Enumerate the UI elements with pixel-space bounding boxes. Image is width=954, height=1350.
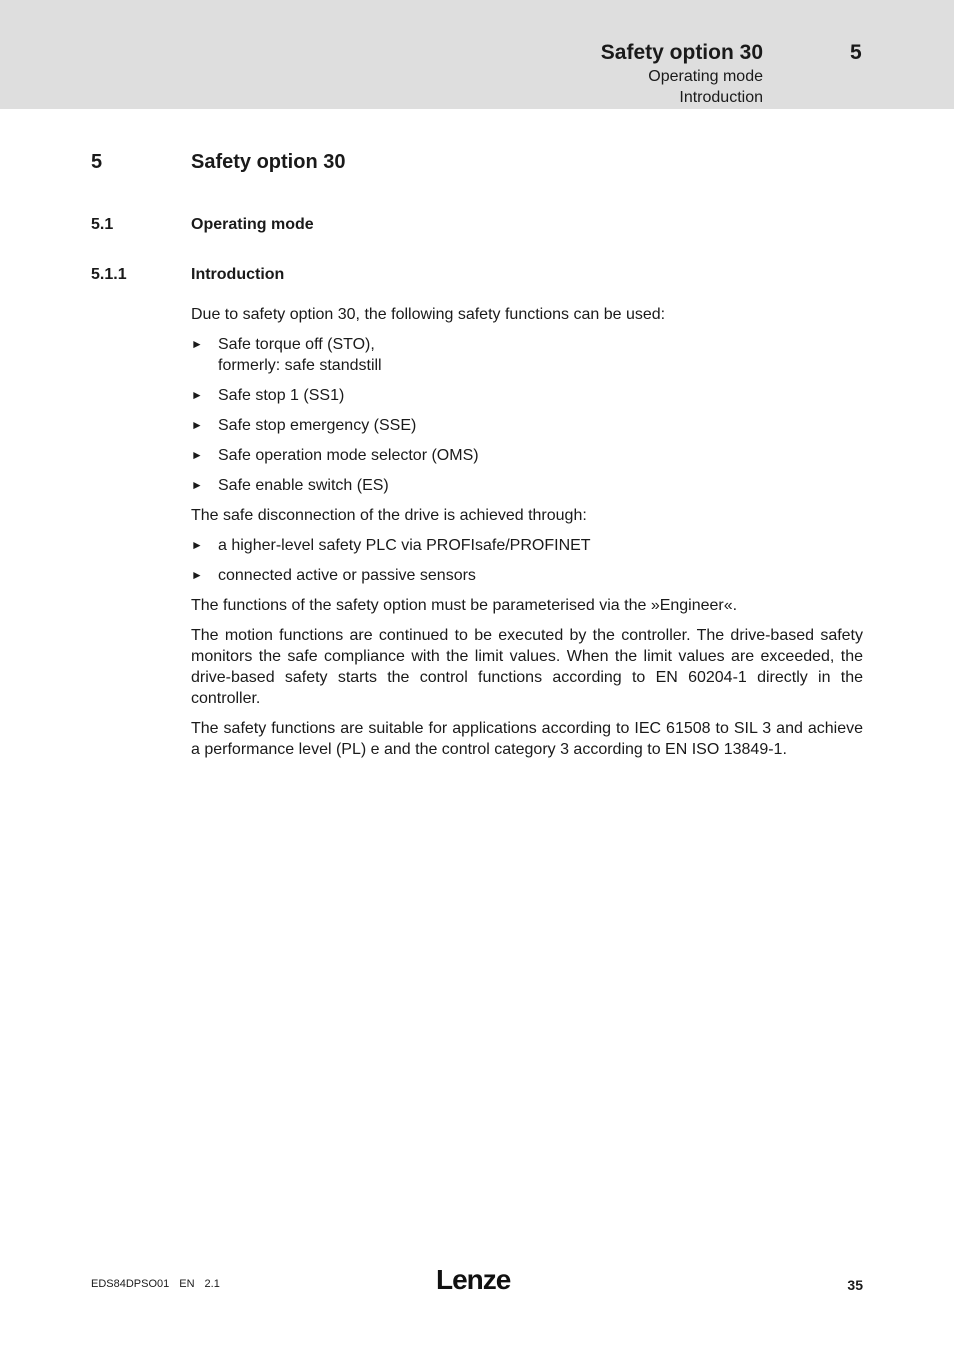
- footer-document-info: [91, 1278, 230, 1290]
- subsection-number: 5.1.1: [91, 266, 127, 283]
- suitability-paragraph: The safety functions are suitable for applications according to IEC 61508 to SIL 3 and achieve a performance level (PL) e and the control category 3 according to EN ISO 13849-1.: [191, 720, 863, 758]
- list-item: ► a higher-level safety PLC via PROFIsafe/PROFINET: [191, 537, 591, 554]
- lenze-logo: Lenze: [436, 1264, 511, 1295]
- list-item: ► Safe stop 1 (SS1): [191, 387, 345, 404]
- safety-functions-list: [191, 334, 863, 496]
- right-triangle-bullet-icon: ►: [191, 568, 203, 582]
- subsection-title: Introduction: [191, 266, 285, 283]
- list-item: ► connected active or passive sensors: [191, 567, 476, 584]
- right-triangle-bullet-icon: ►: [191, 337, 203, 351]
- intro-paragraph: Due to safety option 30, the following safety functions can be used:: [191, 306, 666, 323]
- doc-id: EDS84DPSO01: [91, 1278, 170, 1290]
- right-triangle-bullet-icon: ►: [191, 388, 203, 402]
- running-header-section: Operating mode: [648, 68, 763, 85]
- list-item: ► Safe stop emergency (SSE): [191, 417, 417, 434]
- body-content: [191, 304, 863, 769]
- chapter-title: Safety option 30: [191, 151, 346, 173]
- running-header-subsection: Introduction: [679, 89, 763, 106]
- section-number: 5.1: [91, 216, 114, 233]
- section-title: Operating mode: [191, 216, 314, 233]
- doc-language: EN: [179, 1278, 195, 1290]
- right-triangle-bullet-icon: ►: [191, 418, 203, 432]
- right-triangle-bullet-icon: ►: [191, 538, 203, 552]
- list-item: ► Safe torque off (STO), formerly: safe standstill: [191, 336, 382, 374]
- motion-functions-paragraph: The motion functions are continued to be executed by the controller. The drive-based safety monitors the safe compliance with the limit values. When the limit values are exceeded, the drive-based safety starts the control functions according to EN 60204-1 directly in the controller.: [191, 627, 863, 707]
- parameterisation-paragraph: The functions of the safety option must be parameterised via the »Engineer«.: [191, 597, 738, 614]
- disconnection-paragraph: The safe disconnection of the drive is achieved through:: [191, 507, 587, 524]
- right-triangle-bullet-icon: ►: [191, 478, 203, 492]
- disconnection-list: [191, 535, 863, 586]
- running-header-chapter-number: 5: [850, 41, 862, 64]
- running-header-title: Safety option 30: [600, 41, 763, 64]
- right-triangle-bullet-icon: ►: [191, 448, 203, 462]
- list-item: ► Safe enable switch (ES): [191, 477, 389, 494]
- header-band: [0, 0, 954, 109]
- chapter-number: 5: [91, 151, 103, 173]
- list-item: ► Safe operation mode selector (OMS): [191, 447, 479, 464]
- doc-version: 2.1: [204, 1278, 220, 1290]
- page-number: 35: [847, 1277, 863, 1293]
